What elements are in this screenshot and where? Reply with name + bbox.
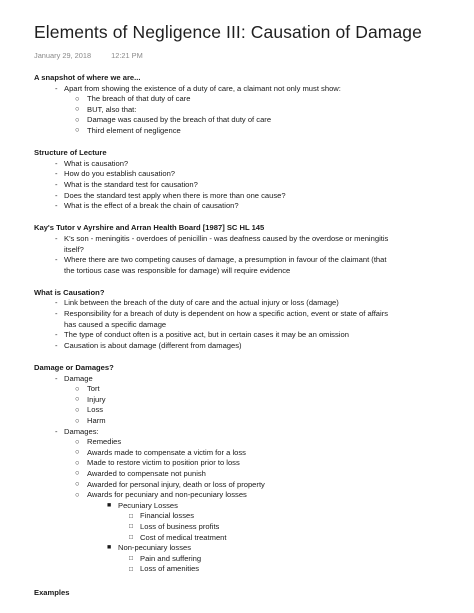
list-item — [34, 490, 446, 501]
section-structure — [34, 148, 446, 212]
dash-bullet: - — [55, 190, 58, 200]
circle-bullet: ○ — [75, 404, 80, 414]
hollow-square-bullet: □ — [129, 523, 133, 531]
dash-bullet: - — [55, 426, 58, 436]
list-item — [34, 169, 446, 180]
dash-bullet: - — [55, 233, 58, 243]
list-item — [34, 234, 446, 255]
list-item — [34, 458, 446, 469]
list-item-text: What is the effect of a break the chain of causation? — [64, 201, 239, 211]
circle-bullet: ○ — [75, 489, 80, 499]
list-item — [34, 126, 446, 137]
list-item — [34, 395, 446, 406]
dash-bullet: - — [55, 340, 58, 350]
hollow-square-bullet: □ — [129, 512, 133, 520]
dash-bullet: - — [55, 158, 58, 168]
list-item — [34, 511, 446, 522]
section-heading-examples: Examples — [34, 587, 70, 597]
list-item — [34, 416, 446, 427]
list-item-text: Loss — [87, 405, 104, 415]
note-time: 12:21 PM — [111, 51, 143, 60]
list-item — [34, 191, 446, 202]
list-item-text: Loss of amenities — [140, 564, 200, 574]
list-item-text: Made to restore victim to position prior to loss — [87, 458, 240, 468]
dash-bullet: - — [55, 255, 58, 265]
dash-bullet: - — [55, 298, 58, 308]
list-item — [34, 533, 446, 544]
list-item-text: K's son - meningitis - overdoes of penicillin - was deafness caused by the overdose or meningitis — [64, 233, 389, 243]
section-heading: What is Causation? — [34, 287, 105, 297]
list-item-text: BUT, also that: — [87, 104, 137, 114]
list-item — [34, 159, 446, 170]
list-item-text: How do you establish causation? — [64, 169, 176, 179]
hollow-square-bullet: □ — [129, 555, 133, 563]
list-item — [34, 201, 446, 212]
list-item-text: Pain and suffering — [140, 553, 202, 563]
section-damage-or-damages — [34, 363, 446, 575]
circle-bullet: ○ — [75, 436, 80, 446]
dash-bullet: - — [55, 179, 58, 189]
list-item — [34, 448, 446, 459]
note-timestamp — [34, 51, 143, 60]
dash-bullet: - — [55, 373, 58, 383]
list-item — [34, 309, 446, 330]
list-item — [34, 554, 446, 565]
circle-bullet: ○ — [75, 468, 80, 478]
list-item-text: Harm — [87, 416, 106, 425]
list-item — [34, 374, 446, 385]
list-item-text: Awarded to compensate not punish — [87, 468, 206, 478]
circle-bullet: ○ — [75, 383, 80, 393]
circle-bullet: ○ — [75, 93, 80, 103]
list-item-text-continued: has caused a specific damage — [64, 319, 167, 329]
hollow-square-bullet: □ — [129, 565, 133, 573]
circle-bullet: ○ — [75, 104, 80, 114]
list-item — [34, 180, 446, 191]
list-item-text: Loss of business profits — [140, 521, 220, 531]
section-heading: A snapshot of where we are... — [34, 73, 141, 82]
list-item-text-continued: itself? — [64, 244, 84, 254]
list-item — [34, 341, 446, 352]
section-snapshot — [34, 73, 446, 137]
list-item-text: Remedies — [87, 437, 122, 447]
circle-bullet: ○ — [75, 415, 80, 425]
list-item — [34, 469, 446, 480]
dash-bullet: - — [55, 169, 58, 179]
dash-bullet: - — [55, 309, 58, 319]
dash-bullet: - — [55, 83, 58, 93]
list-item — [34, 437, 446, 448]
list-item — [34, 330, 446, 341]
section-heading: Kay's Tutor v Ayrshire and Arran Health Board [1987] SC HL 145 — [34, 223, 265, 233]
list-item — [34, 501, 446, 512]
list-item-text: Damages: — [64, 426, 99, 436]
note-body — [34, 73, 446, 606]
list-item — [34, 543, 446, 554]
list-item — [34, 105, 446, 116]
list-item — [34, 115, 446, 126]
page-title: Elements of Negligence III: Causation of Damage — [34, 22, 422, 42]
list-item-text: Third element of negligence — [87, 125, 181, 135]
list-item — [34, 522, 446, 533]
list-item-text-continued: the tortious case was responsible for damage) will require evidence — [64, 265, 291, 275]
list-item — [34, 255, 446, 276]
list-item — [34, 427, 446, 438]
list-item — [34, 480, 446, 491]
list-item — [34, 94, 446, 105]
list-item-text: Pecuniary Losses — [118, 500, 178, 510]
list-item — [34, 564, 446, 575]
square-bullet: ■ — [107, 501, 112, 509]
list-item-text: Injury — [87, 394, 106, 404]
circle-bullet: ○ — [75, 457, 80, 467]
list-item-text: Cost of medical treatment — [140, 532, 227, 542]
dash-bullet: - — [55, 330, 58, 340]
list-item-text: Responsibility for a breach of duty is dependent on how a specific action, event or state of affairs — [64, 309, 389, 319]
section-heading: Damage or Damages? — [34, 363, 114, 373]
list-item-text: Tort — [87, 384, 100, 394]
list-item — [34, 384, 446, 395]
section-heading: Structure of Lecture — [34, 148, 107, 158]
list-item-text: What is causation? — [64, 158, 129, 168]
list-item-text: Damage was caused by the breach of that duty of care — [87, 115, 272, 125]
hollow-square-bullet: □ — [129, 534, 133, 542]
list-item — [34, 298, 446, 309]
list-item-text: Link between the breach of the duty of care and the actual injury or loss (damage) — [64, 298, 339, 308]
list-item-text: Awards for pecuniary and non-pecuniary losses — [87, 490, 247, 500]
square-bullet: ■ — [107, 544, 112, 552]
circle-bullet: ○ — [75, 447, 80, 457]
list-item-text: Awarded for personal injury, death or loss of property — [87, 479, 265, 489]
circle-bullet: ○ — [75, 394, 80, 404]
list-item-text: Financial losses — [140, 511, 195, 521]
list-item-text: Causation is about damage (different from damages) — [64, 340, 242, 350]
section-kays-tutor — [34, 223, 446, 276]
dash-bullet: - — [55, 201, 58, 211]
list-item-text: The breach of that duty of care — [87, 94, 191, 104]
note-date: January 29, 2018 — [34, 51, 92, 60]
section-what-is-causation — [34, 288, 446, 352]
list-item-text: Where there are two competing causes of damage, a presumption in favour of the claimant (that — [64, 255, 387, 265]
list-item-text: Awards made to compensate a victim for a loss — [87, 447, 246, 457]
list-item — [34, 405, 446, 416]
circle-bullet: ○ — [75, 114, 80, 124]
circle-bullet: ○ — [75, 125, 80, 135]
list-item-text: Damage — [64, 373, 93, 383]
list-item-text: The type of conduct often is a positive act, but in certain cases it may be an omission — [64, 330, 349, 340]
list-item-text: Does the standard test apply when there is more than one cause? — [64, 190, 286, 200]
list-item-text: Non-pecuniary losses — [118, 543, 192, 553]
list-item-text: Apart from showing the existence of a duty of care, a claimant not only must show: — [64, 83, 341, 93]
list-item-text: What is the standard test for causation? — [64, 179, 198, 189]
list-item — [34, 84, 446, 95]
circle-bullet: ○ — [75, 479, 80, 489]
